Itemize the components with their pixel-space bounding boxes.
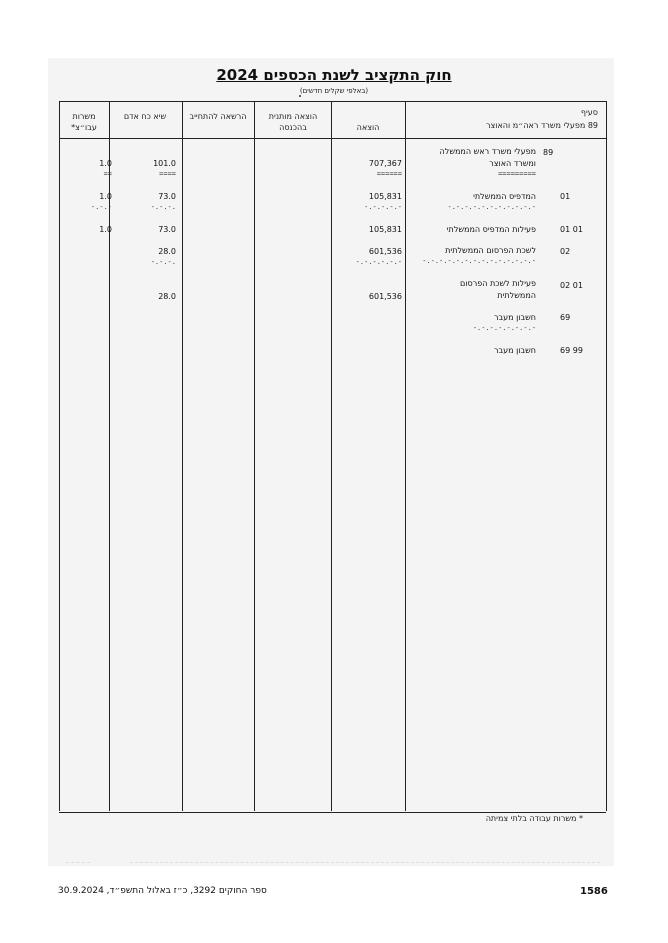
- row-code: 02: [560, 247, 571, 256]
- row-positions: 1.0: [99, 192, 112, 201]
- row-expense: 601,536: [368, 292, 402, 301]
- row-peak: 73.0: [158, 192, 176, 201]
- document-title: חוק התקציב לשנת הכספים 2024: [216, 66, 452, 84]
- table-border-right: [606, 101, 607, 811]
- row-expense: 105,831: [368, 192, 402, 201]
- header-positions: משרות עבו״צ*: [71, 112, 97, 132]
- row-code: 89: [543, 148, 554, 157]
- row-positions-rule: ==: [103, 170, 112, 178]
- row-expense-rule: -.-.-.-.-: [364, 203, 402, 211]
- row-name: פעילות המדפיס הממשלתי: [446, 225, 536, 234]
- row-name-rule: -.-.-.-.-.-.-.-.-.-.-.-.-.-: [422, 257, 536, 265]
- header-peak-manpower: שיא כח אדם: [123, 112, 167, 121]
- row-expense: 707,367: [368, 159, 402, 168]
- row-name: מפעלי משרד ראש הממשלה ומשרד האוצר: [439, 147, 536, 168]
- header-conditional-expense: הוצאה מותנית בהכנסה: [268, 112, 318, 132]
- row-name: חשבון מעבר: [493, 346, 536, 355]
- table-header-divider: [59, 138, 606, 139]
- row-code: 02 01: [560, 281, 583, 290]
- row-peak: 73.0: [158, 225, 176, 234]
- row-code: 69 99: [560, 346, 583, 355]
- row-peak-rule: -.-.-.: [150, 258, 176, 266]
- document-subtitle: (באלפי שקלים חדשים): [299, 87, 369, 95]
- row-positions: 1.0: [99, 159, 112, 168]
- header-commitment-authority: הרשאה להתחייב: [189, 112, 247, 121]
- row-positions-rule: -.-.-: [90, 203, 112, 211]
- footnote: * משרות עבודה בלתי צמיתה: [485, 814, 583, 823]
- row-expense-rule: -.-.-.-.-.-: [355, 258, 402, 266]
- row-name-rule: -.-.-.-.-.-.-.-: [472, 324, 536, 332]
- header-ministry: 89 מפעלי משרד ראה״מ והאוצר: [486, 121, 598, 130]
- row-code: 69: [560, 313, 571, 322]
- header-expense: הוצאה: [356, 123, 380, 132]
- column-divider: [254, 101, 255, 811]
- page-number: 1586: [580, 886, 608, 897]
- row-peak-rule: -.-.-.: [150, 203, 176, 211]
- column-divider: [405, 101, 406, 811]
- row-expense: 601,536: [368, 247, 402, 256]
- faint-rule: [130, 862, 600, 863]
- row-name-rule: -.-.-.-.-.-.-.-.-.-.-: [447, 203, 536, 211]
- gazette-citation: ספר החוקים 3292, כ״ז באלול התשפ״ד, 30.9.2024: [58, 886, 267, 896]
- row-expense-rule: ======: [376, 170, 402, 178]
- row-expense: 105,831: [368, 225, 402, 234]
- header-dot: [299, 95, 301, 97]
- row-code: 01 01: [560, 225, 583, 234]
- row-name: פעילות לשכת הפרסום הממשלתית: [460, 279, 536, 300]
- row-name-rule: =========: [498, 170, 536, 178]
- row-name: חשבון מעבר: [493, 313, 536, 322]
- row-positions: 1.0: [99, 225, 112, 234]
- row-name: המדפיס הממשלתי: [473, 192, 536, 201]
- row-peak: 28.0: [158, 247, 176, 256]
- column-divider: [182, 101, 183, 811]
- row-name: לשכת הפרסום הממשלתית: [445, 246, 536, 255]
- row-code: 01: [560, 192, 571, 201]
- row-peak: 101.0: [153, 159, 176, 168]
- faint-rule: [66, 862, 90, 863]
- header-section: סעיף: [580, 108, 598, 117]
- row-peak-rule: ====: [159, 170, 176, 178]
- row-peak: 28.0: [158, 292, 176, 301]
